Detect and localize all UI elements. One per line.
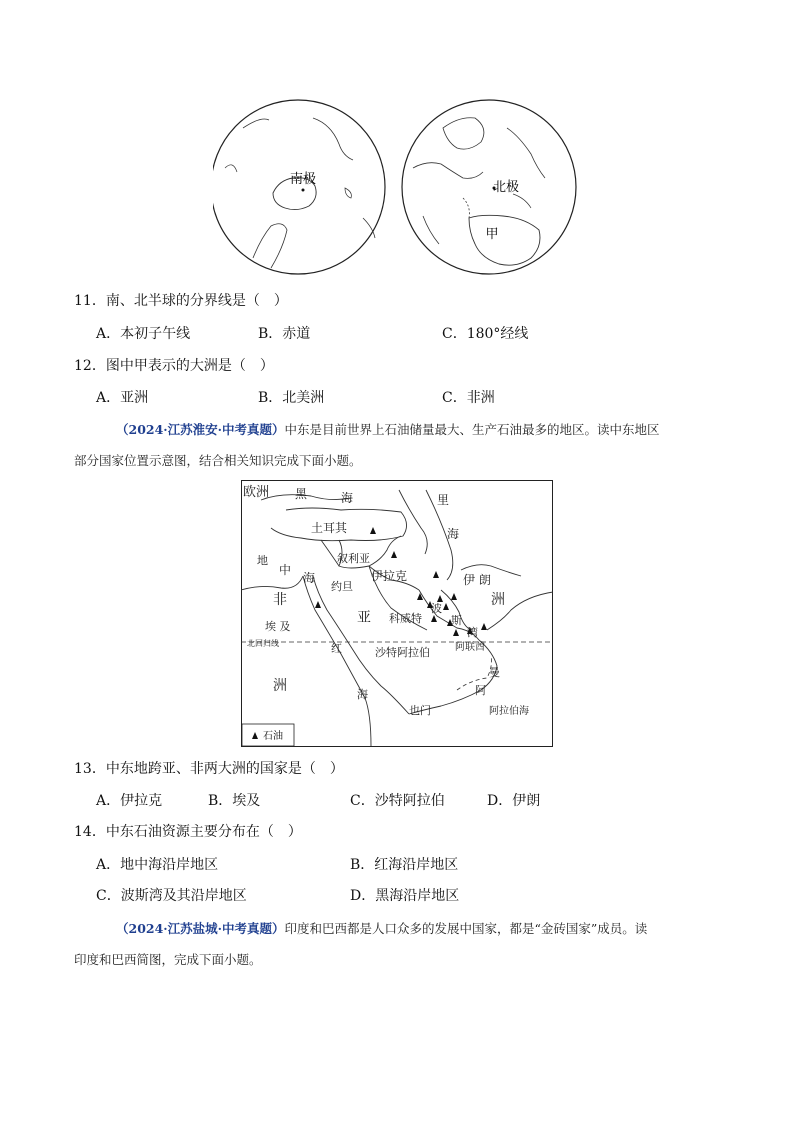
south-pole-label: 南极	[289, 172, 317, 187]
label-caspian-1: 里	[437, 493, 450, 507]
label-turkey: 土耳其	[311, 521, 348, 535]
question-13-option-c[interactable]: C．沙特阿拉伯	[350, 793, 445, 809]
label-africa-2: 洲	[273, 678, 287, 694]
label-red-sea-1: 红	[331, 642, 342, 655]
label-red-sea-2: 海	[357, 688, 368, 701]
jia-label: 甲	[485, 227, 499, 242]
map-legend	[242, 724, 294, 746]
label-med-1: 地	[257, 554, 268, 567]
label-asia-1: 亚	[357, 610, 371, 626]
label-oman-2: 阿	[475, 684, 486, 697]
label-syria: 叙利亚	[337, 552, 370, 565]
question-11-stem: 11．南、北半球的分界线是（ ）	[74, 293, 288, 309]
label-egypt: 埃 及	[265, 620, 291, 633]
question-13-stem: 13．中东地跨亚、非两大洲的国家是（ ）	[74, 761, 344, 777]
label-iraq: 伊拉克	[371, 569, 408, 583]
north-pole-label: 北极	[492, 180, 520, 195]
label-black-sea-2: 海	[341, 491, 354, 505]
intro-2-source: （2024·江苏盐城·中考真题）	[116, 921, 285, 936]
intro-1-text-1: 中东是目前世界上石油储量最大、生产石油最多的地区。读中东地区	[284, 422, 660, 437]
label-gulf-3: 湾	[467, 626, 478, 639]
question-11-option-b[interactable]: B．赤道	[258, 326, 311, 342]
intro-1-line-1	[116, 421, 660, 439]
label-gulf-1: 波	[431, 602, 442, 615]
label-black-sea-1: 黑	[295, 487, 308, 501]
intro-1-line-2: 部分国家位置示意图，结合相关知识完成下面小题。	[74, 453, 362, 468]
legend-oil-label: 石油	[263, 731, 283, 742]
label-oman-1: 曼	[489, 666, 500, 679]
intro-2-line-2: 印度和巴西简图，完成下面小题。	[74, 952, 262, 967]
label-arabian-sea: 阿拉伯海	[489, 706, 529, 717]
question-14-option-c[interactable]: C．波斯湾及其沿岸地区	[96, 888, 247, 904]
question-13-option-d[interactable]: D．伊朗	[487, 793, 541, 809]
label-med-2: 中	[279, 563, 292, 577]
label-med-3: 海	[303, 571, 316, 585]
label-tropic: 北回归线	[247, 639, 279, 648]
question-11-option-a[interactable]: A．本初子午线	[96, 326, 191, 342]
intro-1-source: （2024·江苏淮安·中考真题）	[116, 422, 285, 437]
label-uae: 阿联酋	[455, 642, 485, 653]
question-12-option-b[interactable]: B．北美洲	[258, 390, 325, 406]
middle-east-map	[241, 480, 553, 747]
question-11-option-c[interactable]: C．180°经线	[442, 326, 529, 342]
northern-hemisphere-globe	[402, 100, 576, 274]
label-asia-2: 洲	[491, 592, 505, 608]
question-14-option-d[interactable]: D．黑海沿岸地区	[350, 888, 460, 904]
question-12-option-a[interactable]: A．亚洲	[96, 390, 149, 406]
label-jordan: 约旦	[331, 580, 353, 593]
label-kuwait: 科威特	[389, 612, 422, 625]
intro-2-line-1	[116, 920, 647, 938]
question-14-option-a[interactable]: A．地中海沿岸地区	[96, 857, 219, 873]
label-yemen: 也门	[409, 704, 431, 717]
label-africa-1: 非	[273, 592, 287, 608]
label-saudi: 沙特阿拉伯	[375, 646, 430, 659]
question-13-option-a[interactable]: A．伊拉克	[96, 793, 163, 809]
label-gulf-2: 斯	[451, 614, 462, 627]
question-14-option-b[interactable]: B．红海沿岸地区	[350, 857, 459, 873]
label-caspian-2: 海	[447, 527, 460, 541]
question-12-option-c[interactable]: C．非洲	[442, 390, 495, 406]
question-14-stem: 14．中东石油资源主要分布在（ ）	[74, 824, 302, 840]
southern-hemisphere-globe	[213, 100, 385, 274]
question-12-stem: 12．图中甲表示的大洲是（ ）	[74, 358, 274, 374]
label-europe: 欧洲	[243, 485, 270, 500]
hemisphere-map	[213, 98, 583, 278]
intro-2-text-1: 印度和巴西都是人口众多的发展中国家，都是“金砖国家”成员。读	[284, 921, 648, 936]
question-13-option-b[interactable]: B．埃及	[208, 793, 261, 809]
label-iran: 伊 朗	[463, 573, 491, 587]
